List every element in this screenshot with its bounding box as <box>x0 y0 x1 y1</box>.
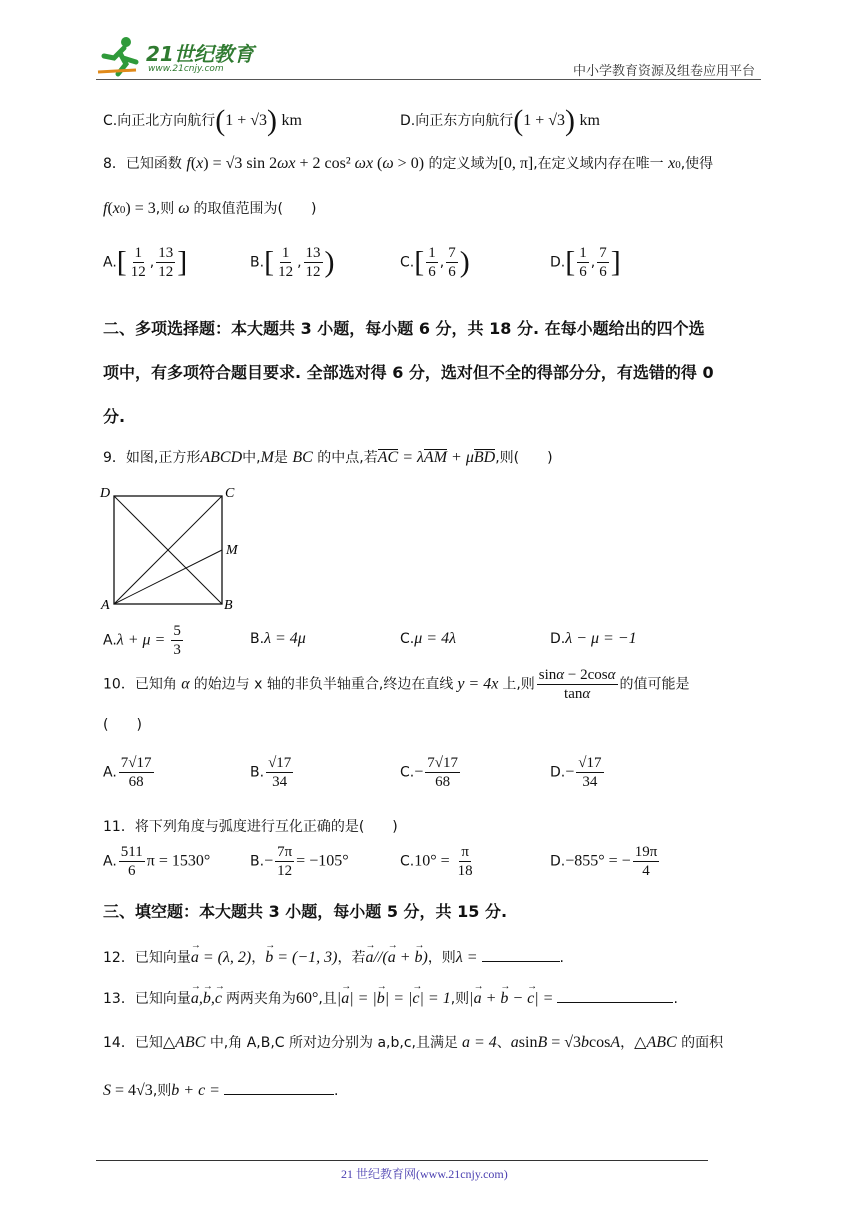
q8-text-unique: ,在定义域内存在唯一 <box>533 156 664 172</box>
q10-stem: 10．已知角 α 的始边与 x 轴的非负半轴重合,终边在直线 y = 4x 上,则 $\frac{\sin\alpha - 2\cos\alpha}{\tan\alpha}$ 的值可能是 <box>103 667 690 702</box>
q8-stem: 8．已知函数 f(x) = √3 sin 2ωx + 2 cos² ωx (ω > 0) 的定义域为[0, π],在定义域内存在唯一 x0,使得 <box>103 155 714 172</box>
q11-option-a: A. $\frac{511}{6}$ π = 1530° <box>103 844 211 879</box>
q13-answer-blank[interactable] <box>557 988 673 1003</box>
q14-line2: S = 4√3,则b + c = . <box>103 1082 339 1099</box>
square-diagram <box>98 483 248 613</box>
logo-url-text: www.21cnjy.com <box>148 64 224 74</box>
q10-option-d-label: D. <box>550 764 566 781</box>
q7-unit-d: km <box>579 112 600 129</box>
q7-option-d-label: D.向正东方向航行 <box>400 113 514 129</box>
q9-option-a-label: A. <box>103 632 117 649</box>
header-divider <box>96 79 761 80</box>
q10-text-d: 的值可能是 <box>619 676 690 693</box>
q14-text-a: 14．已知 <box>103 1035 163 1051</box>
header-logo <box>96 36 266 78</box>
q12-text-b: ， <box>251 950 266 966</box>
q9-text-a: 9．如图,正方形 <box>103 450 201 466</box>
footer-text: 21 世纪教育网(www.21cnjy.com) <box>341 1167 508 1181</box>
q13-stem: 13．已知向量a →,b →,c → 两两夹角为60°,且|a →| = |b →| = |c →| = 1,则|a → + b → − c →| = . <box>103 988 678 1008</box>
q8-line2: f(x0) = 3,则 ω 的取值范围为( ) <box>103 200 317 217</box>
q9-stem: 9．如图,正方形ABCD中,M是 BC 的中点,若AC = λAM + μBD,则( ) <box>103 449 553 466</box>
section3-title: 三、填空题：本大题共 3 小题，每小题 5 分，共 15 分. <box>103 902 508 921</box>
runner-logo-icon <box>96 36 146 78</box>
q10-option-b: B. $\frac{√17}{34}$ <box>250 755 292 790</box>
q10-option-a-label: A. <box>103 764 117 781</box>
q9-option-b-label: B. <box>250 631 265 647</box>
diagram-label-b: B <box>224 598 233 613</box>
q10-paren: ( ) <box>103 717 142 733</box>
q9-text-c: 是 <box>273 450 288 466</box>
q8-option-d: D.[ $\frac{1}{6}$ , $\frac{7}{6}$ ] <box>550 245 621 280</box>
q8-text-such: ,使得 <box>680 156 714 172</box>
q11-option-b-label: B. <box>250 853 265 870</box>
q14-stem: 14．已知△ABC 中,角 A,B,C 所对边分别为 a,b,c,且满足 a = 4、asinB = √3bcosA，△ABC 的面积 <box>103 1034 724 1051</box>
q14-text-then: ,则 <box>152 1083 172 1099</box>
logo-main-text: 21世纪教育 <box>146 42 254 66</box>
q9-option-a: A.λ + μ = $\frac{5}{3}$ <box>103 623 181 658</box>
q13-end: . <box>673 991 678 1007</box>
q11-option-d: D.−855° = − $\frac{19\pi}{4}$ <box>550 844 658 879</box>
q13-text-b: 两两夹角为 <box>225 991 296 1007</box>
q11-option-c: C.10° = $\frac{\pi}{18}$ <box>400 844 473 879</box>
q9-text-e: ,则( ) <box>495 450 553 466</box>
diagram-label-d: D <box>100 486 111 501</box>
q13-text-c: ,且 <box>318 991 337 1007</box>
q7-option-c-label: C.向正北方向航行 <box>103 113 216 129</box>
platform-name: 中小学教育资源及组卷应用平台 <box>573 64 756 79</box>
q10-option-a: A. $\frac{7√17}{68}$ <box>103 755 152 790</box>
q9-option-c-label: C. <box>400 631 415 647</box>
q8-option-c: C.[ $\frac{1}{6}$ , $\frac{7}{6}$ ) <box>400 245 470 280</box>
q10-text-c: 上,则 <box>502 676 535 693</box>
q14-text-b: 中,角 A,B,C 所对边分别为 a,b,c,且满足 <box>209 1035 458 1051</box>
diagram-label-a: A <box>101 598 110 613</box>
q9-option-c: C.μ = 4λ <box>400 630 456 647</box>
q8-text-domain: 的定义域为 <box>428 156 499 172</box>
q9-option-b: B.λ = 4μ <box>250 630 306 647</box>
q10-option-c-label: C. <box>400 764 415 781</box>
q8-num: 8．已知函数 <box>103 156 182 172</box>
q9-option-d-label: D. <box>550 631 566 647</box>
q10-text-a: 10．已知角 <box>103 676 177 693</box>
section2-line3: 分. <box>103 407 126 426</box>
q8-text-then: ,则 <box>155 201 175 217</box>
q8-option-b-label: B. <box>250 254 265 271</box>
q11-option-d-label: D. <box>550 853 566 870</box>
q14-text-d: ， <box>620 1035 635 1051</box>
q9-text-d: 的中点,若 <box>317 450 378 466</box>
q8-option-a: A.[ $\frac{1}{12}$ , $\frac{13}{12}$ ] <box>103 245 188 280</box>
q7-unit-c: km <box>281 112 302 129</box>
q8-text-range: 的取值范围为( ) <box>193 201 317 217</box>
q9-option-d: D.λ − μ = −1 <box>550 630 637 647</box>
q11-option-a-label: A. <box>103 853 117 870</box>
q11-option-b: B.− $\frac{7\pi}{12}$ = −105° <box>250 844 349 879</box>
section2-line2: 项中，有多项符合题目要求. 全部选对得 6 分，选对但不全的得部分分，有选错的得 0 <box>103 363 714 382</box>
q12-end: . <box>559 950 564 966</box>
q10-option-d: D.− $\frac{√17}{34}$ <box>550 755 602 790</box>
q10-option-b-label: B. <box>250 764 265 781</box>
q8-option-b: B.[ $\frac{1}{12}$ , $\frac{13}{12}$ ) <box>250 245 335 280</box>
q10-text-b: 的始边与 x 轴的非负半轴重合,终边在直线 <box>193 676 454 693</box>
q12-answer-blank[interactable] <box>482 947 560 962</box>
q8-option-c-label: C. <box>400 254 415 271</box>
q14-text-c: 、 <box>496 1035 511 1051</box>
q13-text-d: ,则 <box>450 991 470 1007</box>
q14-answer-blank[interactable] <box>224 1080 334 1095</box>
q12-text-c: ，若 <box>337 950 366 966</box>
q14-end: . <box>333 1083 339 1099</box>
q13-text-a: 13．已知向量 <box>103 991 191 1007</box>
q12-text-d: ，则 <box>427 950 456 966</box>
q11-option-c-label: C. <box>400 853 415 870</box>
q8-option-a-label: A. <box>103 254 117 271</box>
q12-stem: 12．已知向量a → = (λ, 2)，b → = (−1, 3)，若a →//(a → + b →)，则λ = . <box>103 947 564 967</box>
diagram-label-c: C <box>225 486 235 501</box>
q7-option-d: D.向正东方向航行(1 + √3) km <box>400 104 600 137</box>
section2-line1: 二、多项选择题：本大题共 3 小题，每小题 6 分，共 18 分. 在每小题给出的四个选 <box>103 319 705 338</box>
q9-text-b: 中, <box>242 450 261 466</box>
q12-text-a: 12．已知向量 <box>103 950 191 966</box>
q7-option-c: C.向正北方向航行(1 + √3) km <box>103 104 302 137</box>
q14-text-e: 的面积 <box>681 1035 724 1051</box>
q11-stem: 11．将下列角度与弧度进行互化正确的是( ) <box>103 819 398 835</box>
diagram-label-m: M <box>226 543 238 558</box>
footer-divider <box>96 1160 708 1161</box>
q10-option-c: C.− $\frac{7√17}{68}$ <box>400 755 458 790</box>
q8-option-d-label: D. <box>550 254 566 271</box>
